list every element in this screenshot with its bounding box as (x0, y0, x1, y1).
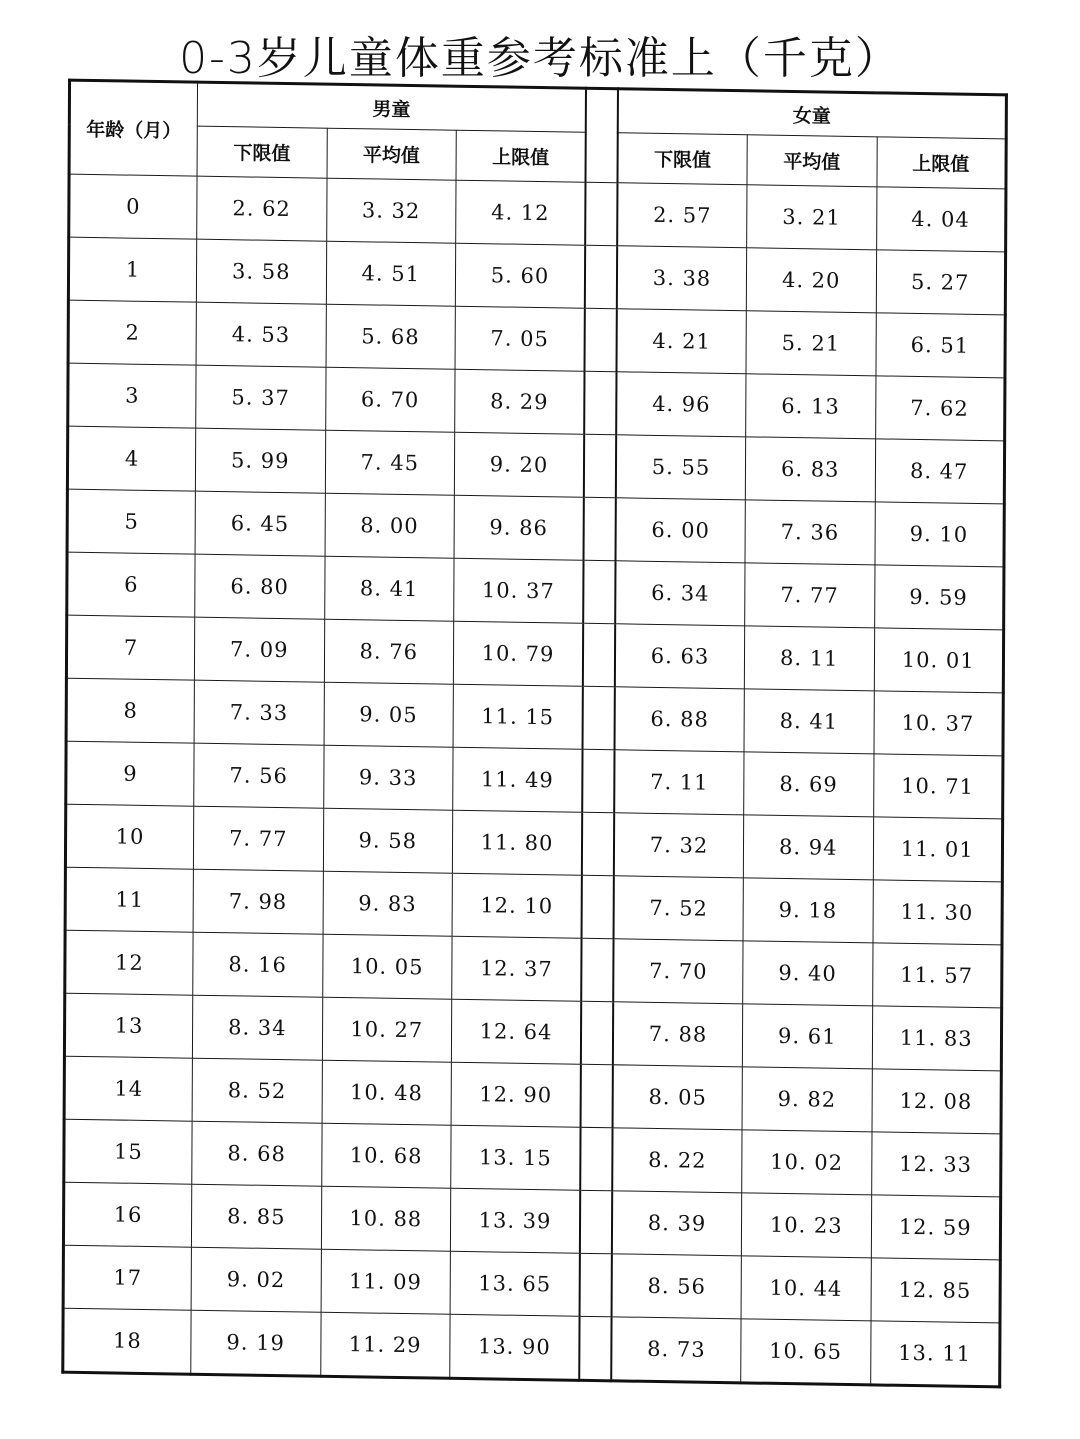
group-divider-cell (580, 1253, 612, 1317)
girl-mean-cell: 7. 36 (745, 500, 875, 565)
girl-lower-cell: 2. 57 (617, 183, 747, 248)
boy-mean-cell: 8. 76 (324, 619, 454, 684)
boy-lower-cell: 8. 52 (192, 1058, 322, 1123)
girl-upper-cell: 6. 51 (875, 313, 1005, 378)
girl-lower-cell: 6. 63 (615, 624, 745, 689)
girl-upper-cell: 10. 71 (873, 754, 1003, 819)
girl-mean-cell: 10. 02 (742, 1130, 872, 1195)
boy-lower-cell: 9. 19 (191, 1310, 321, 1376)
boy-mean-cell: 8. 00 (325, 493, 455, 558)
table-body (63, 174, 1006, 1387)
girl-mean-cell: 10. 44 (741, 1256, 871, 1321)
group-divider-cell (582, 812, 614, 876)
girls-group-header: 女童 (618, 89, 1007, 139)
age-cell: 15 (64, 1119, 192, 1184)
girl-lower-cell: 7. 11 (614, 750, 744, 815)
girl-upper-cell: 8. 47 (875, 439, 1005, 504)
boy-upper-cell: 10. 37 (454, 558, 584, 623)
group-divider-cell (581, 1001, 613, 1065)
girl-mean-cell: 3. 21 (747, 185, 877, 250)
age-cell: 4 (67, 426, 195, 491)
page-title: 0-3岁儿童体重参考标准上（千克） (179, 33, 901, 84)
age-cell: 3 (68, 363, 196, 428)
boy-upper-cell: 11. 49 (453, 747, 583, 812)
girl-upper-cell: 13. 11 (870, 1321, 1000, 1387)
boy-mean-cell: 9. 33 (323, 745, 453, 810)
age-cell: 8 (66, 678, 194, 743)
girl-upper-cell: 11. 83 (872, 1006, 1002, 1071)
girl-mean-cell: 9. 61 (742, 1004, 872, 1069)
girl-mean-cell: 8. 11 (744, 626, 874, 691)
girl-upper-cell: 7. 62 (875, 376, 1005, 441)
girl-upper-cell: 9. 10 (874, 502, 1004, 567)
girl-upper-cell: 4. 04 (876, 187, 1006, 252)
girls-mean-header: 平均值 (747, 135, 877, 187)
group-divider-cell (585, 182, 617, 246)
weight-table-sheet (61, 79, 1008, 1374)
boy-lower-cell: 6. 80 (195, 554, 325, 619)
girl-lower-cell: 6. 88 (615, 687, 745, 752)
girl-mean-cell: 8. 41 (744, 689, 874, 754)
girl-mean-cell: 9. 40 (743, 941, 873, 1006)
boy-mean-cell: 9. 58 (323, 808, 453, 873)
girl-mean-cell: 5. 21 (746, 311, 876, 376)
girl-upper-cell: 11. 30 (872, 880, 1002, 945)
boy-upper-cell: 5. 60 (455, 243, 585, 308)
boy-upper-cell: 13. 65 (450, 1251, 580, 1316)
boy-mean-cell: 5. 68 (326, 304, 456, 369)
boy-lower-cell: 6. 45 (195, 491, 325, 556)
boy-lower-cell: 3. 58 (196, 239, 326, 304)
girl-upper-cell: 12. 59 (871, 1195, 1001, 1260)
girl-mean-cell: 8. 69 (744, 752, 874, 817)
boy-lower-cell: 8. 34 (192, 995, 322, 1060)
group-divider-cell (582, 875, 614, 939)
girls-upper-header: 上限值 (876, 137, 1006, 189)
boy-mean-cell: 6. 70 (325, 367, 455, 432)
boy-upper-cell: 13. 15 (451, 1125, 581, 1190)
group-divider-cell (580, 1127, 612, 1191)
group-divider-cell (583, 623, 615, 687)
girl-mean-cell: 6. 13 (746, 374, 876, 439)
boys-upper-header: 上限值 (456, 130, 586, 182)
group-divider-cell (584, 497, 616, 561)
boy-lower-cell: 8. 68 (192, 1121, 322, 1186)
age-cell: 0 (69, 174, 197, 239)
age-cell: 10 (65, 804, 193, 869)
age-cell: 5 (67, 489, 195, 554)
weight-reference-table (61, 79, 1008, 1389)
age-cell: 13 (64, 993, 192, 1058)
girl-upper-cell: 12. 08 (872, 1069, 1002, 1134)
girl-mean-cell: 4. 20 (746, 248, 876, 313)
girl-upper-cell: 12. 85 (871, 1258, 1001, 1323)
boy-lower-cell: 8. 85 (191, 1184, 321, 1249)
age-cell: 11 (65, 867, 193, 932)
boy-mean-cell: 9. 05 (324, 682, 454, 747)
group-divider-cell (581, 1064, 613, 1128)
girls-lower-header: 下限值 (617, 133, 747, 185)
girl-lower-cell: 8. 73 (611, 1317, 741, 1383)
boy-mean-cell: 10. 88 (321, 1186, 451, 1251)
boy-lower-cell: 7. 09 (194, 617, 324, 682)
boy-upper-cell: 11. 15 (453, 684, 583, 749)
girl-lower-cell: 8. 22 (612, 1128, 742, 1193)
boy-mean-cell: 9. 83 (323, 871, 453, 936)
girl-mean-cell: 10. 23 (741, 1193, 871, 1258)
group-divider-cell (584, 371, 616, 435)
group-divider-cell (579, 1316, 611, 1381)
group-divider-cell (583, 686, 615, 750)
boy-mean-cell: 10. 48 (322, 1060, 452, 1125)
girl-upper-cell: 11. 01 (873, 817, 1003, 882)
boy-lower-cell: 7. 98 (193, 869, 323, 934)
boys-mean-header: 平均值 (327, 128, 457, 180)
girl-mean-cell: 10. 65 (741, 1319, 871, 1385)
boy-upper-cell: 13. 90 (450, 1314, 580, 1380)
group-divider-cell (585, 245, 617, 309)
age-cell: 12 (65, 930, 193, 995)
girl-mean-cell: 9. 82 (742, 1067, 872, 1132)
girl-lower-cell: 4. 21 (617, 309, 747, 374)
age-cell: 17 (63, 1245, 191, 1310)
boy-upper-cell: 9. 86 (454, 495, 584, 560)
table-row (63, 1308, 1000, 1387)
girl-lower-cell: 8. 39 (612, 1191, 742, 1256)
boy-upper-cell: 10. 79 (453, 621, 583, 686)
boy-upper-cell: 11. 80 (452, 810, 582, 875)
boy-lower-cell: 2. 62 (197, 176, 327, 241)
boy-upper-cell: 12. 37 (452, 936, 582, 1001)
girl-mean-cell: 8. 94 (743, 815, 873, 880)
girl-lower-cell: 7. 52 (614, 876, 744, 941)
girl-lower-cell: 8. 56 (612, 1254, 742, 1319)
girl-mean-cell: 7. 77 (745, 563, 875, 628)
boy-lower-cell: 5. 37 (196, 365, 326, 430)
girl-upper-cell: 9. 59 (874, 565, 1004, 630)
girl-upper-cell: 10. 37 (873, 691, 1003, 756)
girl-upper-cell: 12. 33 (871, 1132, 1001, 1197)
boy-lower-cell: 7. 56 (194, 743, 324, 808)
boy-mean-cell: 10. 05 (322, 934, 452, 999)
age-cell: 7 (66, 615, 194, 680)
girl-lower-cell: 4. 96 (616, 372, 746, 437)
boy-upper-cell: 12. 10 (452, 873, 582, 938)
girl-upper-cell: 10. 01 (874, 628, 1004, 693)
boy-upper-cell: 8. 29 (455, 369, 585, 434)
boys-group-header: 男童 (197, 82, 586, 132)
age-cell: 14 (64, 1056, 192, 1121)
age-cell: 1 (68, 237, 196, 302)
age-cell: 16 (63, 1182, 191, 1247)
boy-mean-cell: 8. 41 (324, 556, 454, 621)
girl-upper-cell: 11. 57 (872, 943, 1002, 1008)
girl-upper-cell: 5. 27 (876, 250, 1006, 315)
age-cell: 9 (66, 741, 194, 806)
boy-upper-cell: 4. 12 (456, 180, 586, 245)
group-divider-cell (581, 938, 613, 1002)
girl-lower-cell: 6. 00 (616, 498, 746, 563)
boy-lower-cell: 9. 02 (191, 1247, 321, 1312)
boy-upper-cell: 13. 39 (450, 1188, 580, 1253)
boy-lower-cell: 7. 77 (193, 806, 323, 871)
girl-lower-cell: 8. 05 (613, 1065, 743, 1130)
boy-upper-cell: 12. 64 (451, 999, 581, 1064)
age-cell: 18 (63, 1308, 191, 1374)
boy-lower-cell: 7. 33 (194, 680, 324, 745)
girl-lower-cell: 5. 55 (616, 435, 746, 500)
boy-mean-cell: 4. 51 (326, 241, 456, 306)
girl-mean-cell: 9. 18 (743, 878, 873, 943)
boy-mean-cell: 7. 45 (325, 430, 455, 495)
girl-lower-cell: 7. 32 (614, 813, 744, 878)
group-divider-cell (580, 1190, 612, 1254)
girl-lower-cell: 7. 88 (613, 1002, 743, 1067)
group-divider-cell (582, 749, 614, 813)
boy-lower-cell: 4. 53 (196, 302, 326, 367)
boy-mean-cell: 11. 29 (320, 1312, 450, 1378)
boy-upper-cell: 9. 20 (454, 432, 584, 497)
group-divider-cell (584, 434, 616, 498)
boy-mean-cell: 10. 27 (322, 997, 452, 1062)
girl-lower-cell: 7. 70 (613, 939, 743, 1004)
group-divider-cell (583, 560, 615, 624)
girl-lower-cell: 6. 34 (615, 561, 745, 626)
boy-mean-cell: 11. 09 (321, 1249, 451, 1314)
boy-lower-cell: 5. 99 (195, 428, 325, 493)
age-cell: 6 (67, 552, 195, 617)
age-cell: 2 (68, 300, 196, 365)
age-header: 年龄（月） (69, 80, 197, 176)
girl-mean-cell: 6. 83 (745, 437, 875, 502)
boy-upper-cell: 12. 90 (451, 1062, 581, 1127)
group-divider (585, 88, 617, 183)
boy-lower-cell: 8. 16 (193, 932, 323, 997)
boy-mean-cell: 10. 68 (321, 1123, 451, 1188)
girl-lower-cell: 3. 38 (617, 246, 747, 311)
boys-lower-header: 下限值 (197, 126, 327, 178)
boy-upper-cell: 7. 05 (455, 306, 585, 371)
boy-mean-cell: 3. 32 (326, 178, 456, 243)
group-divider-cell (585, 308, 617, 372)
